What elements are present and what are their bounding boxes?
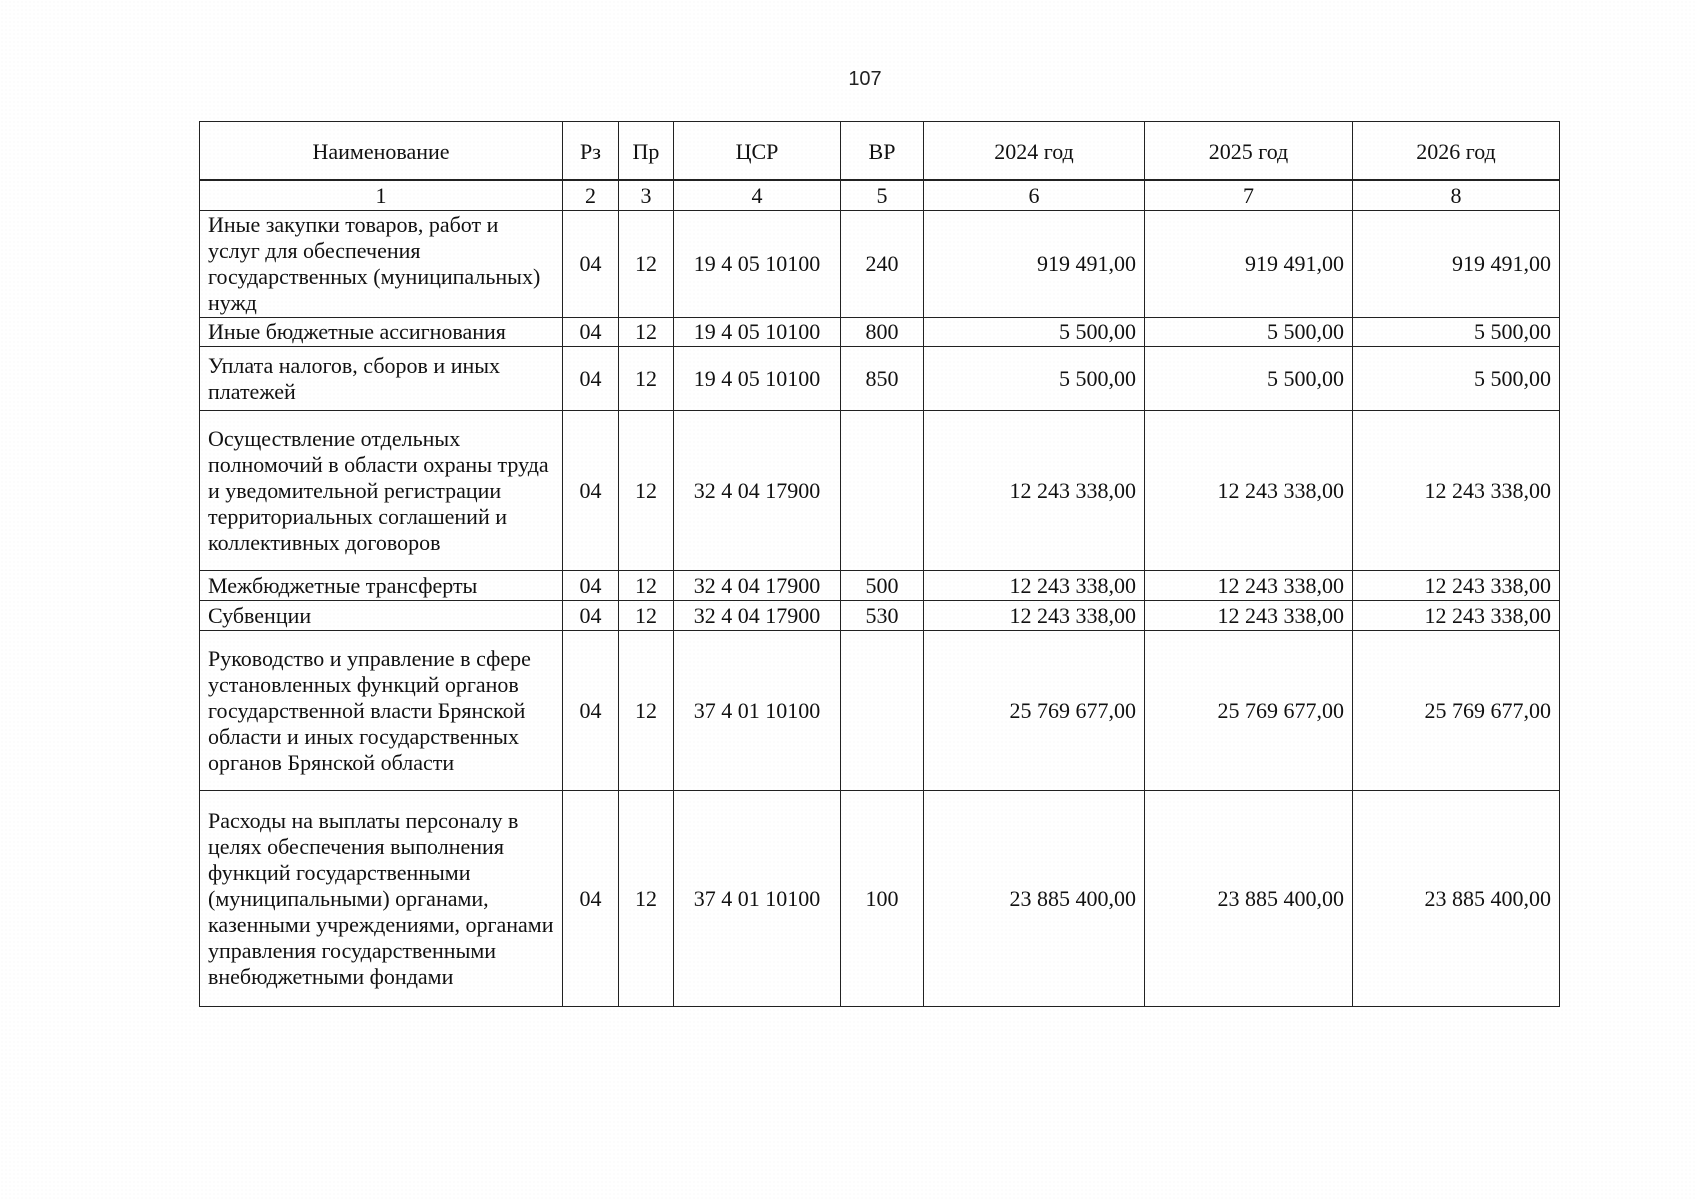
row-name: Субвенции: [200, 601, 563, 631]
row-2024: 12 243 338,00: [924, 571, 1145, 601]
row-vr: [841, 411, 924, 571]
header-name: Наименование: [200, 122, 563, 181]
row-rz: 04: [563, 571, 619, 601]
header-2025: 2025 год: [1145, 122, 1353, 181]
column-number: 6: [924, 180, 1145, 211]
row-2025: 5 500,00: [1145, 318, 1353, 347]
table-row: [200, 791, 1560, 1007]
row-name: Руководство и управление в сфере установленных функций органов государственной власти Брянской области и иных государственных органов Брянской области: [200, 631, 563, 791]
column-number: 8: [1353, 180, 1560, 211]
row-2025: 5 500,00: [1145, 347, 1353, 411]
column-number: 5: [841, 180, 924, 211]
row-pr: 12: [619, 791, 674, 1007]
row-name: Расходы на выплаты персоналу в целях обеспечения выполнения функций государственными (муниципальными) органами, казенными учреждениями, органами управления государственными внебюджетными фондами: [200, 791, 563, 1007]
row-csr: 32 4 04 17900: [674, 411, 841, 571]
row-pr: 12: [619, 411, 674, 571]
row-2026: 919 491,00: [1353, 211, 1560, 318]
table-row: [200, 211, 1560, 318]
row-name: Осуществление отдельных полномочий в области охраны труда и уведомительной регистрации территориальных соглашений и коллективных договоров: [200, 411, 563, 571]
header-2024: 2024 год: [924, 122, 1145, 181]
table-row: [200, 631, 1560, 791]
row-rz: 04: [563, 631, 619, 791]
row-2025: 12 243 338,00: [1145, 571, 1353, 601]
column-number: 1: [200, 180, 563, 211]
row-csr: 37 4 01 10100: [674, 631, 841, 791]
table-header-row: [200, 122, 1560, 181]
row-2025: 12 243 338,00: [1145, 411, 1353, 571]
row-2024: 23 885 400,00: [924, 791, 1145, 1007]
row-2025: 25 769 677,00: [1145, 631, 1353, 791]
row-2024: 5 500,00: [924, 318, 1145, 347]
row-vr: [841, 631, 924, 791]
table-row: [200, 318, 1560, 347]
row-2026: 25 769 677,00: [1353, 631, 1560, 791]
row-csr: 19 4 05 10100: [674, 318, 841, 347]
header-csr: ЦСР: [674, 122, 841, 181]
row-2026: 12 243 338,00: [1353, 601, 1560, 631]
row-2025: 12 243 338,00: [1145, 601, 1353, 631]
header-2026: 2026 год: [1353, 122, 1560, 181]
column-number-row: [200, 180, 1560, 211]
page-number: 107: [848, 68, 882, 90]
row-name: Иные бюджетные ассигнования: [200, 318, 563, 347]
row-2025: 23 885 400,00: [1145, 791, 1353, 1007]
row-rz: 04: [563, 601, 619, 631]
column-number: 4: [674, 180, 841, 211]
table-row: [200, 601, 1560, 631]
column-number: 3: [619, 180, 674, 211]
row-csr: 32 4 04 17900: [674, 571, 841, 601]
table-row: [200, 347, 1560, 411]
row-pr: 12: [619, 601, 674, 631]
row-2024: 12 243 338,00: [924, 601, 1145, 631]
row-pr: 12: [619, 318, 674, 347]
row-2024: 5 500,00: [924, 347, 1145, 411]
row-pr: 12: [619, 211, 674, 318]
row-vr: 850: [841, 347, 924, 411]
row-2024: 25 769 677,00: [924, 631, 1145, 791]
row-vr: 100: [841, 791, 924, 1007]
row-vr: 500: [841, 571, 924, 601]
header-rz: Рз: [563, 122, 619, 181]
table-row: [200, 411, 1560, 571]
row-2026: 5 500,00: [1353, 347, 1560, 411]
column-number: 2: [563, 180, 619, 211]
row-2026: 23 885 400,00: [1353, 791, 1560, 1007]
row-pr: 12: [619, 631, 674, 791]
row-rz: 04: [563, 347, 619, 411]
row-2026: 12 243 338,00: [1353, 411, 1560, 571]
row-name: Иные закупки товаров, работ и услуг для обеспечения государственных (муниципальных) нужд: [200, 211, 563, 318]
row-pr: 12: [619, 347, 674, 411]
table-row: [200, 571, 1560, 601]
row-name: Уплата налогов, сборов и иных платежей: [200, 347, 563, 411]
header-vr: ВР: [841, 122, 924, 181]
header-pr: Пр: [619, 122, 674, 181]
row-2026: 5 500,00: [1353, 318, 1560, 347]
budget-table: [199, 121, 1560, 1007]
row-rz: 04: [563, 211, 619, 318]
row-rz: 04: [563, 318, 619, 347]
row-2026: 12 243 338,00: [1353, 571, 1560, 601]
row-2024: 919 491,00: [924, 211, 1145, 318]
row-csr: 32 4 04 17900: [674, 601, 841, 631]
row-2025: 919 491,00: [1145, 211, 1353, 318]
row-csr: 37 4 01 10100: [674, 791, 841, 1007]
row-vr: 530: [841, 601, 924, 631]
row-name: Межбюджетные трансферты: [200, 571, 563, 601]
row-rz: 04: [563, 791, 619, 1007]
row-pr: 12: [619, 571, 674, 601]
row-2024: 12 243 338,00: [924, 411, 1145, 571]
column-number: 7: [1145, 180, 1353, 211]
row-vr: 800: [841, 318, 924, 347]
row-rz: 04: [563, 411, 619, 571]
row-csr: 19 4 05 10100: [674, 211, 841, 318]
row-vr: 240: [841, 211, 924, 318]
row-csr: 19 4 05 10100: [674, 347, 841, 411]
